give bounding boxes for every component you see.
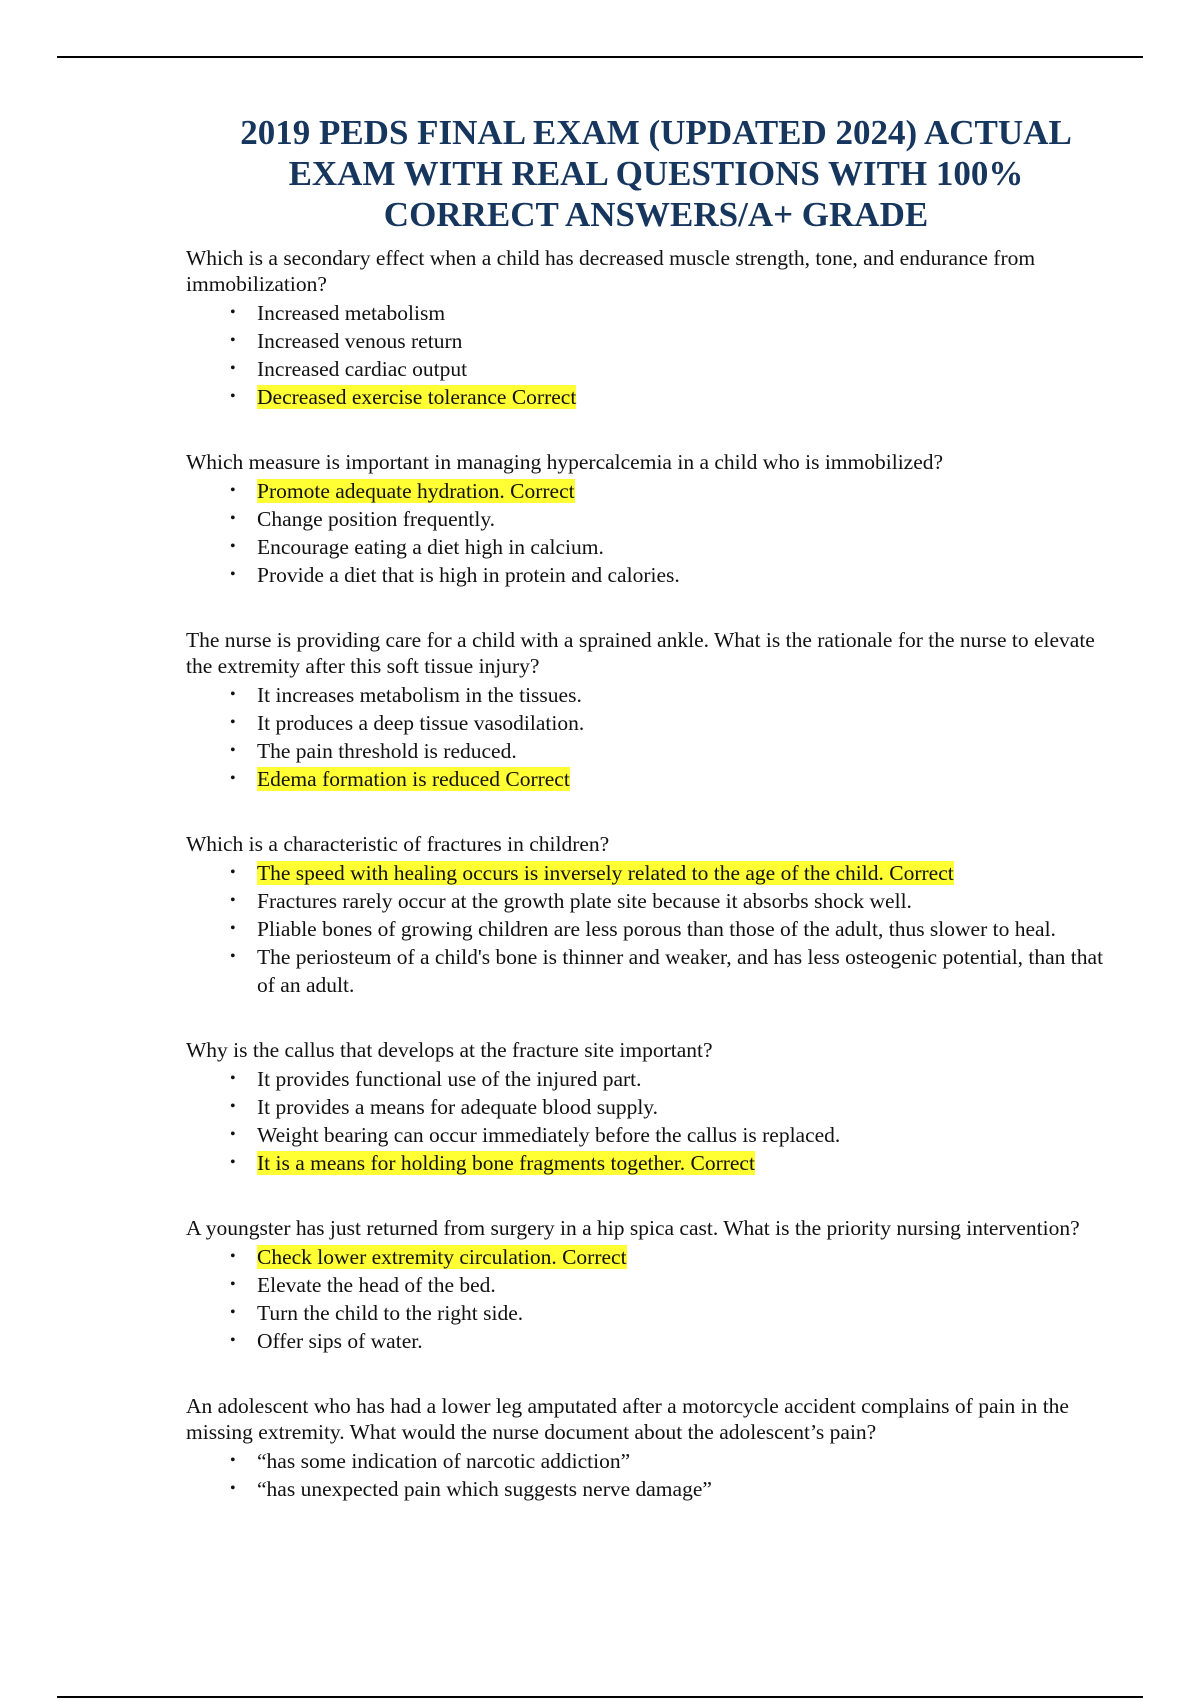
question-block [186, 831, 1126, 999]
answer-option [186, 1271, 1126, 1299]
question-text: Which is a secondary effect when a child has decreased muscle strength, tone, and endurance from immobilization? [186, 246, 1036, 296]
answer-text: “has some indication of narcotic addiction” [257, 1449, 631, 1473]
answer-option [186, 1475, 1126, 1503]
answer-text: The periosteum of a child's bone is thinner and weaker, and has less osteogenic potential, than that of an adult. [257, 945, 1104, 997]
bullet-icon: • [230, 566, 236, 583]
correct-answer-text: It is a means for holding bone fragments together. Correct [257, 1151, 755, 1175]
answer-option [186, 355, 1126, 383]
spacer [186, 999, 1126, 1027]
answer-option [186, 327, 1126, 355]
answer-option [186, 681, 1126, 709]
title-line: CORRECT ANSWERS/A+ GRADE [383, 195, 929, 234]
bullet-icon: • [230, 332, 236, 349]
answer-text: Fractures rarely occur at the growth plate site because it absorbs shock well. [257, 889, 912, 913]
answer-list [186, 859, 1126, 999]
spacer [186, 1177, 1126, 1205]
answer-option [186, 533, 1126, 561]
answer-option [186, 1121, 1126, 1149]
question-block [186, 1037, 1126, 1177]
question-text: Which measure is important in managing hypercalcemia in a child who is immobilized? [186, 450, 944, 474]
answer-option [186, 915, 1126, 943]
answer-list [186, 1065, 1126, 1177]
answer-text: Weight bearing can occur immediately before the callus is replaced. [257, 1123, 841, 1147]
answer-option [186, 1327, 1126, 1355]
answer-option [186, 1299, 1126, 1327]
answer-text: Increased cardiac output [257, 357, 468, 381]
answer-list [186, 1447, 1126, 1503]
title-line: 2019 PEDS FINAL EXAM (UPDATED 2024) ACTUAL [240, 113, 1072, 152]
answer-option [186, 1447, 1126, 1475]
spacer [186, 793, 1126, 821]
bullet-icon: • [230, 388, 236, 405]
bullet-icon: • [230, 1098, 236, 1115]
answer-text: Turn the child to the right side. [257, 1301, 524, 1325]
bullet-icon: • [230, 1332, 236, 1349]
answer-text: Increased metabolism [257, 301, 446, 325]
answer-text: Offer sips of water. [257, 1329, 423, 1353]
bullet-icon: • [230, 1304, 236, 1321]
question-block [186, 1215, 1126, 1355]
answer-text: It provides a means for adequate blood supply. [257, 1095, 659, 1119]
answer-option [186, 299, 1126, 327]
answer-option [186, 505, 1126, 533]
bullet-icon: • [230, 1070, 236, 1087]
correct-answer-option [186, 383, 1126, 411]
question-block [186, 1393, 1126, 1503]
answer-option [186, 1093, 1126, 1121]
bullet-icon: • [230, 304, 236, 321]
document-body [186, 112, 1126, 1503]
answer-list [186, 1243, 1126, 1355]
bullet-icon: • [230, 510, 236, 527]
question-block [186, 245, 1126, 411]
bullet-icon: • [230, 1276, 236, 1293]
bullet-icon: • [230, 770, 236, 787]
bullet-icon: • [230, 714, 236, 731]
correct-answer-option [186, 1149, 1126, 1177]
question-text: Which is a characteristic of fractures in children? [186, 832, 610, 856]
answer-option [186, 737, 1126, 765]
question-text: An adolescent who has had a lower leg amputated after a motorcycle accident complains of pain in the missing extremity. What would the nurse document about the adolescent’s pain? [186, 1394, 1069, 1444]
question-text: The nurse is providing care for a child with a sprained ankle. What is the rationale for the nurse to elevate the extremity after this soft tissue injury? [186, 628, 1095, 678]
answer-option [186, 709, 1126, 737]
answer-text: Increased venous return [257, 329, 463, 353]
correct-answer-option [186, 1243, 1126, 1271]
bullet-icon: • [230, 892, 236, 909]
bullet-icon: • [230, 1480, 236, 1497]
correct-answer-text: Check lower extremity circulation. Correct [257, 1245, 627, 1269]
answer-list [186, 477, 1126, 589]
answer-option [186, 943, 1126, 999]
answer-list [186, 299, 1126, 411]
bullet-icon: • [230, 1452, 236, 1469]
answer-text: It produces a deep tissue vasodilation. [257, 711, 585, 735]
document-title [186, 112, 1126, 235]
question-block [186, 449, 1126, 589]
bullet-icon: • [230, 538, 236, 555]
answer-text: It increases metabolism in the tissues. [257, 683, 582, 707]
bottom-rule [57, 1696, 1143, 1698]
spacer [186, 589, 1126, 617]
answer-text: Elevate the head of the bed. [257, 1273, 496, 1297]
answer-text: Change position frequently. [257, 507, 496, 531]
correct-answer-option [186, 765, 1126, 793]
bullet-icon: • [230, 742, 236, 759]
title-line: EXAM WITH REAL QUESTIONS WITH 100% [288, 154, 1024, 193]
bullet-icon: • [230, 864, 236, 881]
answer-text: It provides functional use of the injured part. [257, 1067, 642, 1091]
correct-answer-text: Promote adequate hydration. Correct [257, 479, 575, 503]
bullet-icon: • [230, 1248, 236, 1265]
answer-text: The pain threshold is reduced. [257, 739, 517, 763]
answer-text: Provide a diet that is high in protein and calories. [257, 563, 680, 587]
bullet-icon: • [230, 360, 236, 377]
answer-option [186, 1065, 1126, 1093]
answer-option [186, 887, 1126, 915]
question-text: A youngster has just returned from surgery in a hip spica cast. What is the priority nursing intervention? [186, 1216, 1080, 1240]
correct-answer-option [186, 859, 1126, 887]
bullet-icon: • [230, 482, 236, 499]
spacer [186, 411, 1126, 439]
bullet-icon: • [230, 1126, 236, 1143]
bullet-icon: • [230, 920, 236, 937]
answer-list [186, 681, 1126, 793]
question-text: Why is the callus that develops at the fracture site important? [186, 1038, 713, 1062]
answer-text: Pliable bones of growing children are less porous than those of the adult, thus slower to heal. [257, 917, 1056, 941]
correct-answer-text: Edema formation is reduced Correct [257, 767, 570, 791]
answer-option [186, 561, 1126, 589]
question-block [186, 627, 1126, 793]
answer-text: “has unexpected pain which suggests nerve damage” [257, 1477, 712, 1501]
bullet-icon: • [230, 948, 236, 965]
correct-answer-text: The speed with healing occurs is inversely related to the age of the child. Correct [257, 861, 954, 885]
bullet-icon: • [230, 686, 236, 703]
correct-answer-option [186, 477, 1126, 505]
answer-text: Encourage eating a diet high in calcium. [257, 535, 604, 559]
top-rule [57, 56, 1143, 58]
correct-answer-text: Decreased exercise tolerance Correct [257, 385, 577, 409]
bullet-icon: • [230, 1154, 236, 1171]
spacer [186, 1355, 1126, 1383]
